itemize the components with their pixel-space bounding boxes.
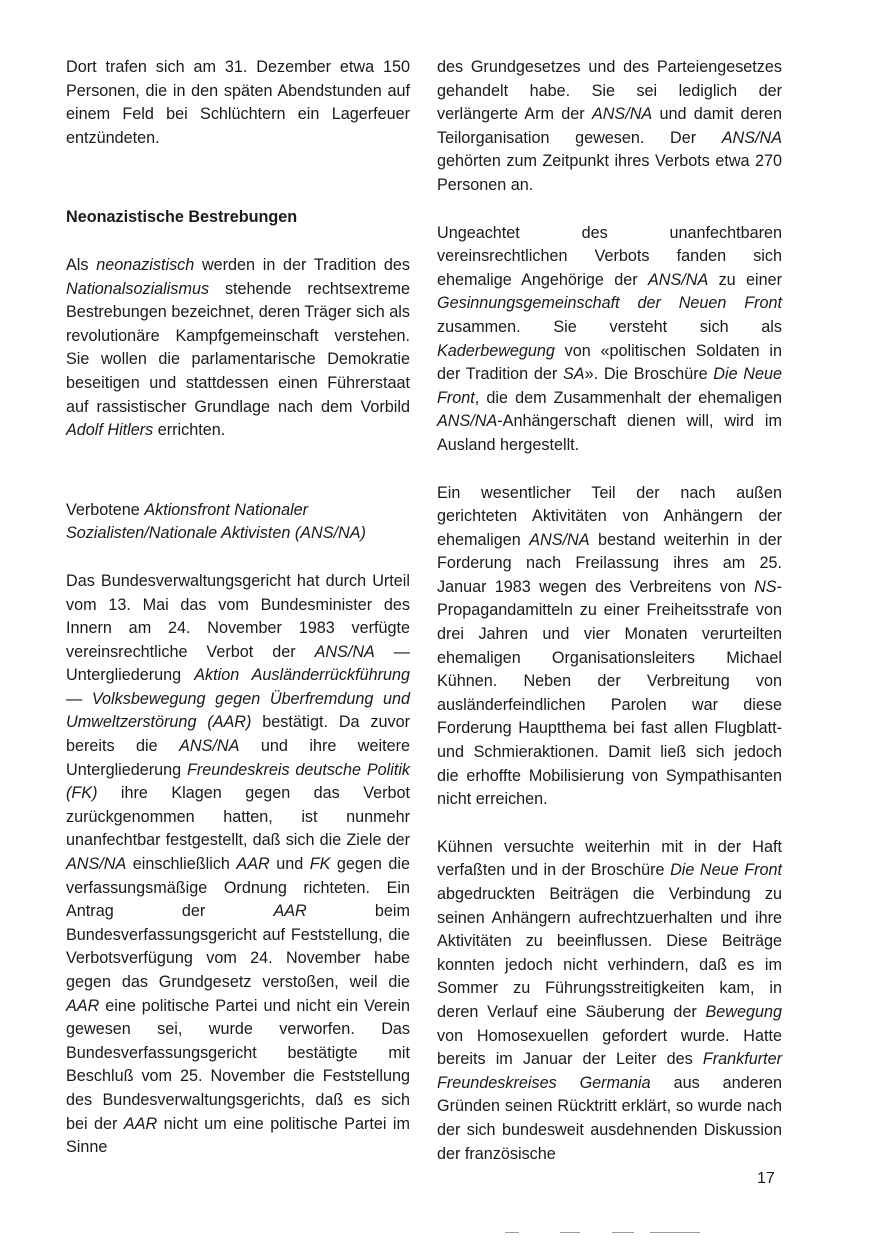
italic-term: Adolf Hitlers [66,421,154,440]
italic-term: Bewegung [705,1002,782,1021]
intro-paragraph: Dort trafen sich am 31. Dezember etwa 150 Personen, die in den späten Abendstunden auf einem Feld bei Schlüchtern ein Lagerfeuer entzündeten. [66,58,410,147]
text-run: einschließlich [126,855,237,874]
text-run: und [269,855,310,874]
page-number: 17 [757,1170,775,1187]
text-run: bestand weiterhin in der Forderung nach Freilassung ihres am 25. Januar 1983 wegen des Verbreitens von [437,530,782,596]
text-run: Kühnen versuchte weiterhin mit in der Haft verfaßten und in der Broschüre [437,837,782,880]
text-run: nicht um eine politische Partei im Sinne [66,1114,410,1157]
text-run: werden in der Tradition des [194,255,410,274]
text-run: , die dem Zusammenhalt der ehemaligen [474,388,782,407]
italic-term: NS [754,577,777,596]
text-run: beim Bundesverfassungsgericht auf Feststellung, die Verbotsverfügung vom 24. November habe gegen das Grundgesetz verstoßen, weil die [66,902,410,991]
text-run: aus anderen Gründen seinen Rücktritt erklärt, so wurde nach der sich bundesweit ausdehnenden Diskussion der französische [437,1073,782,1163]
text-run: und ihre weitere Untergliederung [66,737,410,779]
neue-front-paragraph [437,222,782,458]
italic-term: ANS/NA [647,270,709,289]
text-run: von Homosexuellen gefordert wurde. Hatte bereits im Januar der Leiter des [437,1026,782,1069]
italic-term: AAR [66,996,100,1015]
italic-term: ANS/NA [314,642,375,661]
text-run: ihre Klagen gegen das Verbot zurückgenommen hatten, ist nunmehr unanfechtbar festgestellt, daß sich die Ziele der [66,784,410,850]
italic-term: ANS/NA [179,737,240,756]
text-run: errichten. [153,421,226,440]
italic-term: AAR [273,902,307,921]
neonazi-definition-paragraph [66,254,410,443]
text-run: Ein wesentlicher Teil der nach außen gerichteten Aktivitäten von Anhängern der ehemaligen [437,483,782,549]
text-run: ». Die Broschüre [584,365,714,384]
text-run: von «politischen Soldaten in der Tradition der [437,341,782,384]
text-run: gehörten zum Zeitpunkt ihres Verbots etwa 270 Personen an. [437,152,782,194]
italic-term: Nationalsozialismus [66,279,210,298]
kuehnen-paragraph [437,836,782,1166]
text-run: eine politische Partei und nicht ein Verein gewesen sei, wurde verworfen. Das Bundesverfassungsgericht bestätigte mit Beschluß vom 25. November die Feststellung des Bundesverwaltungsgerichts, daß es sich bei der [66,996,410,1133]
right-column [437,56,782,1190]
text-run: und damit deren Teilorganisation gewesen. Der [437,105,782,147]
italic-term: ANS/NA [721,128,782,147]
italic-term: FK [309,855,331,874]
italic-term: Kaderbewegung [437,341,555,360]
text-run: gegen die verfassungsmäßige Ordnung richteten. Ein Antrag der [66,855,410,921]
italic-term: Frankfurter Freundeskreises Germania [437,1050,782,1092]
left-column [66,56,410,1184]
italic-term: ANS/NA [591,105,653,124]
text-run: Ungeachtet des unanfechtbaren vereinsrechtlichen Verbots fanden sich ehemalige Angehörige der [437,223,782,289]
text-run: zu einer [708,270,782,289]
text-run: abgedruckten Beiträgen die Verbindung zu seinen Anhängern aufrechtzuerhalten und ihre Aktivitäten zu beeinflussen. Diese Beiträge konnten jedoch nicht verhindern, daß es im Sommer zu Führungsstreitigkeiten kam, in deren Verlauf eine Säuberung der [437,885,782,1021]
italic-term: Die Neue Front [437,365,782,407]
italic-term: SA [563,365,585,384]
text-run: Als [66,255,97,274]
italic-term: Gesinnungsgemeinschaft der Neuen Front [437,294,782,313]
court-ruling-paragraph [66,570,410,1160]
text-run: — Untergliederung [66,642,410,685]
italic-term: Freundeskreis deutsche Politik (FK) [66,760,411,803]
subheading-ans-na [66,499,410,546]
text-run: des Grundgesetzes und des Parteiengesetzes gehandelt habe. Sie sei lediglich der verlängerte Arm der [437,58,782,124]
text-run: zusammen. Sie versteht sich als [437,317,782,336]
activities-paragraph [437,482,782,812]
scan-artifact-line [560,1232,580,1233]
text-run: -Anhängerschaft dienen will, wird im Ausland hergestellt. [437,412,782,454]
continuation-paragraph [437,56,782,198]
italic-term: Die Neue Front [670,861,782,880]
italic-term: Aktionsfront Nationaler Sozialisten/Nationale Aktivisten (ANS/NA) [66,500,366,543]
section-heading-neonazi: Neonazistische Bestrebungen [66,208,298,227]
scan-artifact-line [612,1232,634,1233]
text-run: bestätigt. Da zuvor bereits die [66,713,410,756]
italic-term: AAR [123,1114,158,1133]
text-run: Das Bundesverwaltungsgericht hat durch Urteil vom 13. Mai das vom Bundesminister des Innern am 24. November 1983 verfügte vereinsrechtliche Verbot der [66,571,410,661]
text-run: -Propagandamitteln zu einer Freiheitsstrafe von drei Jahren und vier Monaten verurteilten ehemaligen Organisationsleiters Michael Kühnen. Neben der Verbreitung von ausländerfeindlichen Parolen war diese Forderung Hauptthema bei fast allen Flugblatt- und Schmieraktionen. Damit ließ sich jedoch die erhoffte Mobilisierung von Sympathisanten nicht erreichen. [437,577,782,809]
text-run: stehende rechtsextreme Bestrebungen bezeichnet, deren Träger sich als revolutionäre Kampfgemeinschaft verstehen. Sie wollen die parlamentarische Demokratie beseitigen und stattdessen einen Führerstaat auf rassistischer Grundlage nach dem Vorbild [66,279,410,416]
italic-term: ANS/NA [529,530,590,549]
scan-artifact-line [650,1232,700,1233]
italic-term: ANS/NA [437,412,498,431]
scan-artifact-line [505,1232,519,1233]
italic-term: neonazistisch [96,255,195,274]
italic-term: ANS/NA [66,855,127,874]
text-run: Verbotene [66,500,145,519]
italic-term: Aktion Ausländerrückführung — Volksbewegung gegen Überfremdung und Umweltzerstörung (AAR) [66,666,411,732]
italic-term: AAR [236,855,270,874]
